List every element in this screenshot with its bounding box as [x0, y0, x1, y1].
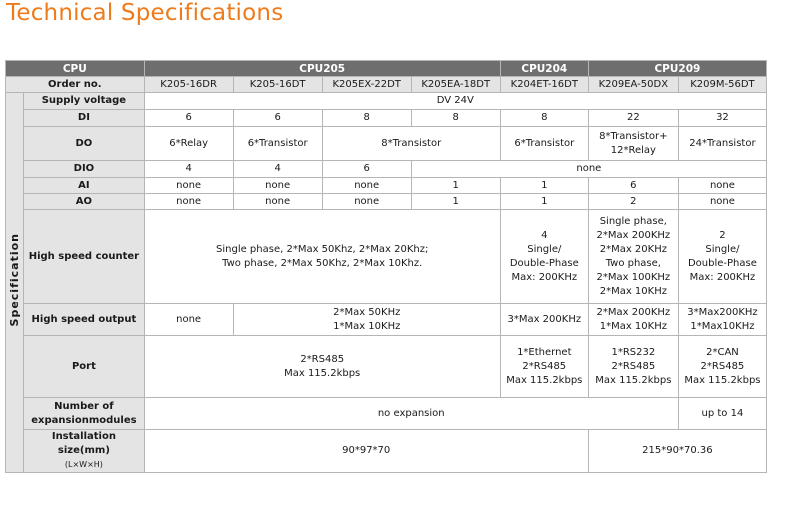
model-cell: K204ET-16DT [500, 77, 588, 93]
table-cell: 3*Max 200KHz [500, 304, 588, 336]
cpu205-header: CPU205 [144, 61, 500, 77]
table-cell: 6*Relay [144, 127, 233, 161]
table-cell: 8 [500, 110, 588, 127]
supply-row [6, 93, 767, 110]
table-header-row [6, 61, 767, 77]
install-row [6, 430, 767, 473]
row-label: AO [24, 194, 144, 210]
row-label: Number of expansionmodules [24, 398, 144, 430]
row-label: Port [24, 336, 144, 398]
hso-row [6, 304, 767, 336]
table-cell: 6 [588, 178, 678, 194]
model-cell: K205-16DR [144, 77, 233, 93]
order-label: Order no. [6, 77, 145, 93]
row-label: DIO [24, 161, 144, 178]
table-cell: 6*Transistor [233, 127, 322, 161]
table-cell: 2*Max 200KHz 1*Max 10KHz [588, 304, 678, 336]
dio-row [6, 161, 767, 178]
table-cell: 6*Transistor [500, 127, 588, 161]
cpu-header: CPU [6, 61, 145, 77]
table-cell: none [144, 194, 233, 210]
table-cell: 1 [500, 178, 588, 194]
table-cell: none [233, 194, 322, 210]
table-cell: 22 [588, 110, 678, 127]
model-cell: K205EX-22DT [322, 77, 411, 93]
page-title: Technical Specifications [6, 0, 284, 26]
ai-row [6, 178, 767, 194]
table-cell: Single phase, 2*Max 200KHz 2*Max 20KHz Two phase, 2*Max 100KHz 2*Max 10KHz [588, 210, 678, 304]
table-cell: 2 [588, 194, 678, 210]
table-cell: none [144, 304, 233, 336]
table-cell: none [144, 178, 233, 194]
table-cell: 2*Max 50KHz 1*Max 10KHz [233, 304, 500, 336]
table-cell: 1 [500, 194, 588, 210]
table-cell: none [322, 178, 411, 194]
table-cell: 8 [411, 110, 500, 127]
table-cell: none [678, 178, 766, 194]
table-cell: 215*90*70.36 [588, 430, 766, 473]
spec-table [5, 60, 767, 473]
table-cell: 6 [144, 110, 233, 127]
model-cell: K205-16DT [233, 77, 322, 93]
table-cell: 8*Transistor [322, 127, 500, 161]
table-cell: 4 [144, 161, 233, 178]
di-row [6, 110, 767, 127]
row-label: DO [24, 127, 144, 161]
table-cell: up to 14 [678, 398, 766, 430]
table-cell: 4 Single/ Double-Phase Max: 200KHz [500, 210, 588, 304]
table-cell: 4 [233, 161, 322, 178]
table-cell: 1*Ethernet 2*RS485 Max 115.2kbps [500, 336, 588, 398]
table-cell: Single phase, 2*Max 50Khz, 2*Max 20Khz; Two phase, 2*Max 50Khz, 2*Max 10Khz. [144, 210, 500, 304]
table-cell: none [233, 178, 322, 194]
table-cell: 1 [411, 194, 500, 210]
cpu204-header: CPU204 [500, 61, 588, 77]
model-cell: K209EA-50DX [588, 77, 678, 93]
specification-side-label: Specification [6, 93, 24, 473]
table-cell: 24*Transistor [678, 127, 766, 161]
table-cell: none [411, 161, 766, 178]
table-cell: 90*97*70 [144, 430, 588, 473]
port-row [6, 336, 767, 398]
table-cell: 2 Single/ Double-Phase Max: 200KHz [678, 210, 766, 304]
supply-value: DV 24V [144, 93, 766, 110]
cpu209-header: CPU209 [588, 61, 766, 77]
table-cell: 8 [322, 110, 411, 127]
table-cell: none [322, 194, 411, 210]
table-cell: 8*Transistor+ 12*Relay [588, 127, 678, 161]
ao-row [6, 194, 767, 210]
table-cell: 6 [233, 110, 322, 127]
table-cell: 32 [678, 110, 766, 127]
table-cell: 2*CAN 2*RS485 Max 115.2kbps [678, 336, 766, 398]
model-cell: K205EA-18DT [411, 77, 500, 93]
row-label: Supply voltage [24, 93, 144, 110]
order-row [6, 77, 767, 93]
table-cell: 6 [322, 161, 411, 178]
table-cell: 1 [411, 178, 500, 194]
table-cell: 2*RS485 Max 115.2kbps [144, 336, 500, 398]
table-cell: none [678, 194, 766, 210]
table-cell: 1*RS232 2*RS485 Max 115.2kbps [588, 336, 678, 398]
model-cell: K209M-56DT [678, 77, 766, 93]
row-label: AI [24, 178, 144, 194]
row-label: High speed output [24, 304, 144, 336]
expansion-row [6, 398, 767, 430]
hsc-row [6, 210, 767, 304]
do-row [6, 127, 767, 161]
row-label: High speed counter [24, 210, 144, 304]
row-label: DI [24, 110, 144, 127]
table-cell: 3*Max200KHz 1*Max10KHz [678, 304, 766, 336]
table-cell: no expansion [144, 398, 678, 430]
row-label: Installation size(mm) (L×W×H) [24, 430, 144, 473]
